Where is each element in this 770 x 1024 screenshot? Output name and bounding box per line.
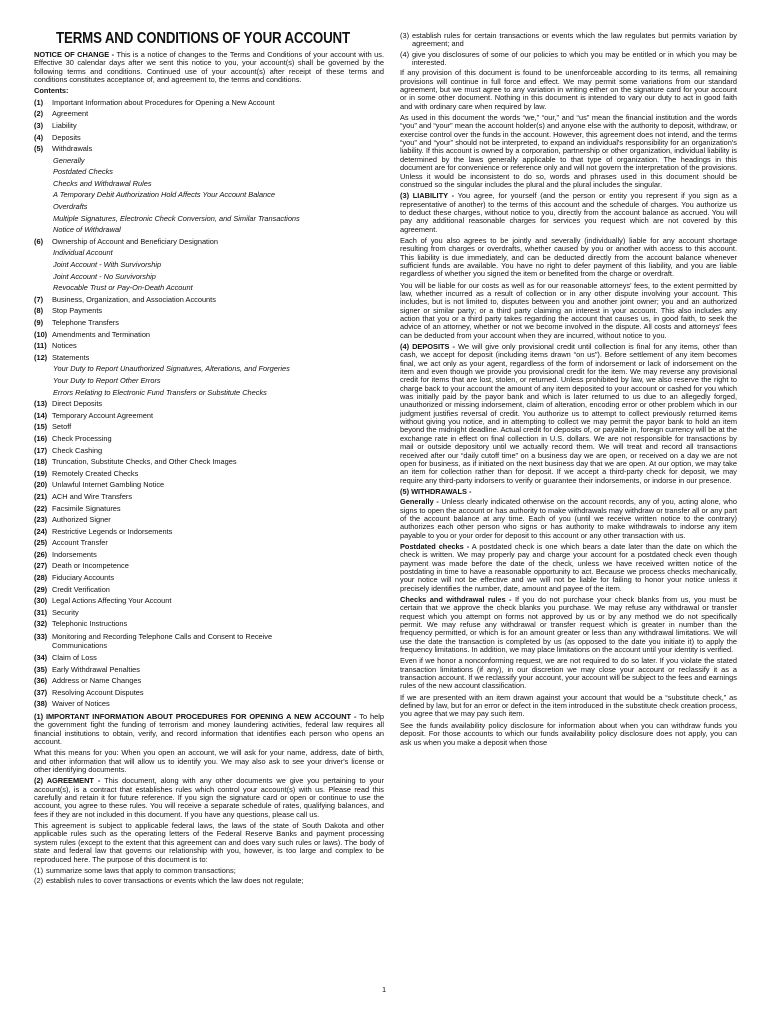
postdated-lead: Postdated checks - xyxy=(400,541,470,551)
toc-item xyxy=(34,572,384,584)
toc-subitem: Checks and Withdrawal Rules xyxy=(53,178,152,188)
toc-item xyxy=(34,526,384,538)
purpose-list-left xyxy=(34,867,384,886)
toc-item-number: (15) xyxy=(34,422,48,432)
toc-item-label: Account Transfer xyxy=(52,538,108,548)
toc-item xyxy=(34,143,384,155)
toc-subitem: Revocable Trust or Pay-On-Death Account xyxy=(53,283,193,293)
toc-item-number: (5) xyxy=(34,144,44,154)
toc-item xyxy=(34,398,384,410)
toc-item-label: Restrictive Legends or Indorsements xyxy=(52,526,173,536)
toc-item xyxy=(34,456,384,468)
list-item: (2) establish rules to cover transactions or events which the law does not regulate; xyxy=(34,876,304,886)
toc-item-label: Fiduciary Accounts xyxy=(52,573,115,583)
toc-item xyxy=(34,687,384,699)
toc-item-number: (16) xyxy=(34,433,48,443)
section-1-heading: (1) IMPORTANT INFORMATION ABOUT PROCEDURES FOR OPENING A NEW ACCOUNT - xyxy=(34,712,357,721)
toc-item-number: (7) xyxy=(34,294,44,304)
section-1 xyxy=(34,713,384,746)
generally-lead: Generally - xyxy=(400,497,439,507)
toc-item-number: (4) xyxy=(34,132,44,142)
toc-subitem: Multiple Signatures, Electronic Check Conversion, and Similar Transactions xyxy=(53,213,300,223)
toc-subitem: Your Duty to Report Other Errors xyxy=(53,375,161,385)
toc-item-number: (34) xyxy=(34,653,48,663)
toc-item xyxy=(34,317,384,329)
toc-item-label: Setoff xyxy=(52,422,72,432)
rules-lead: Checks and withdrawal rules - xyxy=(400,595,512,604)
toc-subitem: Generally xyxy=(53,155,85,165)
withdrawals-generally xyxy=(400,498,737,540)
toc-item-number: (20) xyxy=(34,480,48,490)
toc-item-number: (11) xyxy=(34,341,47,351)
toc-item xyxy=(34,632,384,650)
section-3-paragraph-2: Each of you also agrees to be jointly and severally (individually) liable for any account shortage resulting from charges or overdrafts, whether caused by you or another with access to this account. This liability is due immediately, and can be deducted directly from the account balance whenever sufficient funds are available. You have no right to defer payment of this liability, and you are liable regardless of whether you signed the item or benefited from the charge or overdraft. xyxy=(400,235,737,279)
withdrawals-substitute-paragraph: If we are presented with an item drawn against your account that would be a “substitute check,” as defined by law, but for an error or defect in the item introduced in the substitute check creation process, you agree that we may pay such item. xyxy=(400,692,737,719)
toc-subitem: Joint Account - No Survivorship xyxy=(53,271,156,281)
section-3-text: You agree, for yourself (and the person or entity you represent if you sign as a representative of another) to the terms of this account and the schedule of charges. You authorize us to deduct these charges, without notice to you, directly from the account balance as accrued. You will pay any additional reasonable charges for services you request which are not covered by this agreement. xyxy=(400,191,737,234)
toc-item xyxy=(34,410,384,422)
toc-item-number: (27) xyxy=(34,561,48,571)
toc-item xyxy=(34,329,384,341)
section-1-paragraph-2: What this means for you: When you open an account, we will ask for your name, address, date of birth, and other information that will allow us to identify you. We may also ask to see your driver's license or other identifying documents. xyxy=(34,748,384,775)
purpose-list-right xyxy=(400,32,737,67)
section-5-heading: (5) WITHDRAWALS - xyxy=(400,486,472,496)
toc-item xyxy=(34,305,384,317)
toc-item-label: Ownership of Account and Beneficiary Designation xyxy=(52,236,218,246)
toc-item-label: Notices xyxy=(52,341,77,351)
toc-item xyxy=(34,584,384,596)
toc-item-label: Early Withdrawal Penalties xyxy=(52,664,140,674)
toc-item-label: Waiver of Notices xyxy=(52,699,110,709)
toc-item-label: Legal Actions Affecting Your Account xyxy=(52,596,172,606)
toc-item-number: (8) xyxy=(34,306,44,316)
withdrawals-postdated xyxy=(400,543,737,593)
toc-item-label: Unlawful Internet Gambling Notice xyxy=(52,480,165,490)
toc-item xyxy=(34,97,384,109)
table-of-contents xyxy=(34,97,384,710)
toc-item-number: (12) xyxy=(34,352,48,362)
toc-item xyxy=(34,445,384,457)
toc-item-label: Amendments and Termination xyxy=(52,329,151,339)
toc-item xyxy=(34,491,384,503)
toc-item-number: (19) xyxy=(34,468,48,478)
notice-text: This is a notice of changes to the Terms and Conditions of your account with us. Effective 30 calendar days after we sent this notice to you, your account(s) shall be governed by the following terms and conditions. Continued use of your account(s) after receipt of these terms and conditions constitutes acceptance of, and agreement to, the terms and conditions. xyxy=(34,50,385,85)
toc-item-label: Credit Verification xyxy=(52,584,110,594)
toc-subitem: A Temporary Debit Authorization Hold Affects Your Account Balance xyxy=(53,190,275,200)
section-2-paragraph-4: As used in this document the words “we,” “our,” and “us” mean the financial institution and the words “you” and “your” mean the account holder(s) and anyone else with the authority to deposit, withdraw, or exercise control over the funds in the account. However, this agreement does not intend, and the terms “you” and “your” should not be interpreted, to expand an individual's responsibility for an organization's liability. If this account is owned by a corporation, partnership or other organization, individual liability is determined by the laws generally applicable to that type of organization. The headings in this document are for convenience or reference only and will not govern the interpretation of the provisions. Unless it would be inconsistent to do so, words and phrases used in this document should be construed so the singular includes the plural and the plural includes the singular. xyxy=(400,113,737,189)
left-column xyxy=(34,30,384,888)
toc-item-number: (24) xyxy=(34,526,48,536)
toc-item xyxy=(34,340,384,352)
toc-item-number: (1) xyxy=(34,97,44,107)
toc-item-label: Address or Name Changes xyxy=(52,676,142,686)
section-3-paragraph-3: You will be liable for our costs as well as for our reasonable attorneys' fees, to the extent permitted by law, whether incurred as a result of collection or in any other dispute involving your account. This includes, but is not limited to, disputes between you and another joint owner; you and an authorized signer or similar party; or a third party claiming an interest in your account. This also includes any action that you or a third party takes regarding the account that causes us, in good faith, to seek the advice of an attorney, whether or not we become involved in the dispute. All costs and attorneys' fees can be deducted from your account when they are incurred, without notice to you. xyxy=(400,280,737,340)
toc-item-label: Withdrawals xyxy=(52,144,93,154)
section-4 xyxy=(400,343,737,485)
right-column xyxy=(400,32,737,750)
toc-item-number: (17) xyxy=(34,445,48,455)
toc-item xyxy=(34,294,384,306)
toc-item-label: Agreement xyxy=(52,109,89,119)
contents-heading: Contents: xyxy=(34,86,69,96)
toc-item-label: Check Cashing xyxy=(52,445,103,455)
toc-item-label: Death or Incompetence xyxy=(52,561,129,571)
toc-subitem: Your Duty to Report Unauthorized Signatures, Alterations, and Forgeries xyxy=(53,364,290,374)
withdrawals-funds-paragraph: See the funds availability policy disclosure for information about when you can withdraw funds you deposit. For those accounts to which our funds availability policy disclosure does not apply, you can ask us when you make a deposit when those xyxy=(400,720,737,747)
list-item: (3) establish rules for certain transactions or events which the law regulates but permits variation by agreement; and xyxy=(400,31,737,49)
toc-item-number: (23) xyxy=(34,515,48,525)
toc-item-number: (32) xyxy=(34,619,48,629)
toc-item-number: (6) xyxy=(34,236,44,246)
toc-item-number: (31) xyxy=(34,607,48,617)
toc-item-label: ACH and Wire Transfers xyxy=(52,491,133,501)
toc-item xyxy=(34,120,384,132)
toc-item xyxy=(34,618,384,630)
toc-item-number: (22) xyxy=(34,503,48,513)
section-2-paragraph-2: This agreement is subject to applicable federal laws, the laws of the state of South Dakota and other applicable rules such as the operating letters of the Federal Reserve Banks and payment processing system rules (except to the extent that this agreement can and does vary such rules or laws). The body of state and federal law that governs our relationship with you, however, is too large and complex to be reproduced here. The purpose of this document is to: xyxy=(34,821,384,864)
toc-item-label: Statements xyxy=(52,352,90,362)
toc-item xyxy=(34,132,384,144)
toc-subitem: Postdated Checks xyxy=(53,167,113,177)
toc-item-number: (38) xyxy=(34,699,48,709)
toc-item xyxy=(34,607,384,619)
section-2 xyxy=(34,777,384,819)
toc-item-label: Temporary Account Agreement xyxy=(52,410,154,420)
toc-item xyxy=(34,514,384,526)
toc-subitem: Joint Account - With Survivorship xyxy=(53,260,162,270)
section-2-text: This document, along with any other documents we give you pertaining to your account(s), is a contract that establishes rules which control your account(s) with us. Please read this carefully and retain it for future reference. If you sign the signature card or open or continue to use the account, you agree to these rules. You will receive a separate schedule of rates, qualifying balances, and fees if they are not included in this document. If you have any questions, please call us. xyxy=(34,776,384,819)
list-item: (1) summarize some laws that apply to common transactions; xyxy=(34,865,236,875)
toc-item-label: Security xyxy=(52,607,79,617)
toc-item-number: (35) xyxy=(34,664,48,674)
toc-item-number: (30) xyxy=(34,596,48,606)
rules-text: If you do not purchase your check blanks from us, you must be certain that we approve the check blanks you purchase. We may refuse any withdrawal or transfer request which you attempt on forms not approved by us or by any method we do not specifically permit. We may refuse any withdrawal or transfer request which is greater in number than the frequency permitted, or which is for an amount greater or less than any withdrawal limitations. We will use the date the transaction is completed by us (as opposed to the date you initiate it) to apply the frequency limitations. In addition, we may place limitations on the account until your identity is verified. xyxy=(400,595,738,655)
toc-subitem: Notice of Withdrawal xyxy=(53,225,121,235)
toc-item-label: Authorized Signer xyxy=(52,515,111,525)
toc-item xyxy=(34,537,384,549)
section-4-text: We will give only provisional credit until collection is final for any items, other than cash, we accept for deposit (including items drawn “on us”). Before settlement of any item becomes final, we act only as your agent, regardless of the form of indorsement or lack of indorsement on the item and even though we provide you provisional credit for the item. We may reverse any provisional credit for items that are lost, stolen, or returned. Unless prohibited by law, we also reserve the right to charge back to your account the amount of any item deposited to your account or cashed for you which was initially paid by the payor bank and which is later returned to us due to an allegedly forged, unauthorized or missing indorsement, claim of alteration, encoding error or other problem which in our judgment justifies reversal of credit. You authorize us to attempt to collect previously returned items without giving you notice, and in attempting to collect we may permit the payor bank to hold an item beyond the midnight deadline. Actual credit for deposits of, or payable in, foreign currency will be at the exchange rate in effect on final collection in U.S. dollars. We are not responsible for transactions by mail or outside depository until we actually record them. We will treat and record all transactions received after our “daily cutoff time” on a business day we are open, or received on a day we are not open for business, as if initiated on the next business day that we are open. At our option, we may take an item for collection rather than for deposit. If we accept a third-party check for deposit, we may require any third-party indorsers to verify or guarantee their indorsements, or indorse in our presence. xyxy=(400,342,737,485)
toc-item-label: Monitoring and Recording Telephone Calls and Consent to Receive xyxy=(52,632,273,642)
toc-item xyxy=(34,652,384,664)
notice-lead: NOTICE OF CHANGE - xyxy=(34,50,115,59)
toc-item xyxy=(34,675,384,687)
toc-item-number: (37) xyxy=(34,687,48,697)
toc-item-number: (10) xyxy=(34,329,48,339)
toc-item-number: (33) xyxy=(34,632,48,642)
toc-item-number: (29) xyxy=(34,584,48,594)
toc-item xyxy=(34,595,384,607)
toc-item-label: Check Processing xyxy=(52,433,112,443)
toc-item-label: Stop Payments xyxy=(52,306,103,316)
toc-item-label: Telephone Transfers xyxy=(52,318,119,327)
toc-item-label: Remotely Created Checks xyxy=(52,468,139,478)
toc-item-number: (13) xyxy=(34,399,48,409)
toc-item-label: Liability xyxy=(52,120,77,130)
toc-item-label: Facsimile Signatures xyxy=(52,503,121,513)
toc-item xyxy=(34,664,384,676)
toc-item xyxy=(34,433,384,445)
toc-item-number: (21) xyxy=(34,491,48,501)
toc-item xyxy=(34,421,384,433)
toc-item xyxy=(34,698,384,710)
toc-item xyxy=(34,479,384,491)
toc-item-label: Deposits xyxy=(52,132,81,142)
postdated-text: A postdated check is one which bears a date later than the date on which the check is written. We may properly pay and charge your account for a postdated check even though payment was made before the date of the check, unless we have received written notice of the postdating in time to have a reasonable opportunity to act. Because we process checks mechanically, your notice will not be effective and we will not be liable for failing to honor your notice unless it precisely identifies the number, date, amount and payee of the item. xyxy=(400,541,737,593)
document-title: TERMS AND CONDITIONS OF YOUR ACCOUNT xyxy=(56,30,350,47)
toc-item-number: (3) xyxy=(34,120,44,130)
toc-item xyxy=(34,503,384,515)
section-3 xyxy=(400,192,737,234)
toc-item xyxy=(34,236,384,248)
withdrawals-honor-paragraph: Even if we honor a nonconforming request, we are not required to do so later. If you violate the stated transaction limitations (if any), in our discretion we may close your account or reclassify it as a transaction account. If we reclassify your account, your account will be subject to the fees and earnings rules of the new account classification. xyxy=(400,656,737,691)
toc-item-label: Direct Deposits xyxy=(52,399,103,409)
toc-item-number: (25) xyxy=(34,538,48,548)
toc-item-label: Claim of Loss xyxy=(52,653,97,663)
toc-item-label: Business, Organization, and Association Accounts xyxy=(52,294,216,304)
toc-item xyxy=(34,549,384,561)
toc-item-number: (28) xyxy=(34,573,48,583)
toc-item xyxy=(34,468,384,480)
list-item: (4) give you disclosures of some of our policies to which you may be entitled or in which you may be interested. xyxy=(400,49,737,68)
section-1-text: To help the government fight the funding of terrorism and money laundering activities, federal law requires all financial institutions to obtain, verify, and record information that identifies each person who opens an account. xyxy=(34,712,384,747)
section-2-paragraph-3: If any provision of this document is found to be unenforceable according to its terms, all remaining provisions will continue in full force and effect. We may permit some variations from our standard agreement, but we must agree to any variation in writing either on the signature card for your account or in some other document. Nothing in this document is intended to vary our duty to act in good faith and with ordinary care when required by law. xyxy=(400,68,737,111)
toc-item-number: (36) xyxy=(34,676,48,686)
toc-item-number: (14) xyxy=(34,410,48,420)
section-4-heading: (4) DEPOSITS - xyxy=(400,342,455,352)
section-2-heading: (2) AGREEMENT - xyxy=(34,776,101,786)
toc-item xyxy=(34,560,384,572)
toc-item-label: Truncation, Substitute Checks, and Other Check Images xyxy=(52,457,237,467)
notice-of-change xyxy=(34,51,384,84)
withdrawals-rules xyxy=(400,596,737,654)
toc-subitem: Individual Account xyxy=(53,248,113,258)
toc-subitem: Overdrafts xyxy=(53,202,88,212)
generally-text: Unless clearly indicated otherwise on the account records, any of you, acting alone, who signs to open the account or has authority to make withdrawals may withdraw or transfer all or any part of the account balance at any time. Each of you (until we receive written notice to the contrary) authorizes each other person who signs or has authority to make withdrawals to indorse any item payable to you or your order for deposit to this account or any other transaction with us. xyxy=(400,497,737,540)
toc-item-number: (26) xyxy=(34,549,48,559)
toc-item-number: (2) xyxy=(34,109,44,119)
page-number: 1 xyxy=(382,985,387,994)
toc-item-label: Important Information about Procedures for Opening a New Account xyxy=(52,97,275,107)
toc-item-number: (9) xyxy=(34,318,44,327)
section-3-heading: (3) LIABILITY - xyxy=(400,191,455,201)
toc-item-number: (18) xyxy=(34,457,48,467)
toc-item xyxy=(34,108,384,120)
toc-item xyxy=(34,352,384,364)
toc-item-label: Telephonic Instructions xyxy=(52,619,128,629)
toc-item-label: Indorsements xyxy=(52,549,97,559)
toc-item-label-continued: Communications xyxy=(52,641,108,651)
toc-item-label: Resolving Account Disputes xyxy=(52,687,144,697)
toc-subitem: Errors Relating to Electronic Fund Transfers or Substitute Checks xyxy=(53,387,267,397)
